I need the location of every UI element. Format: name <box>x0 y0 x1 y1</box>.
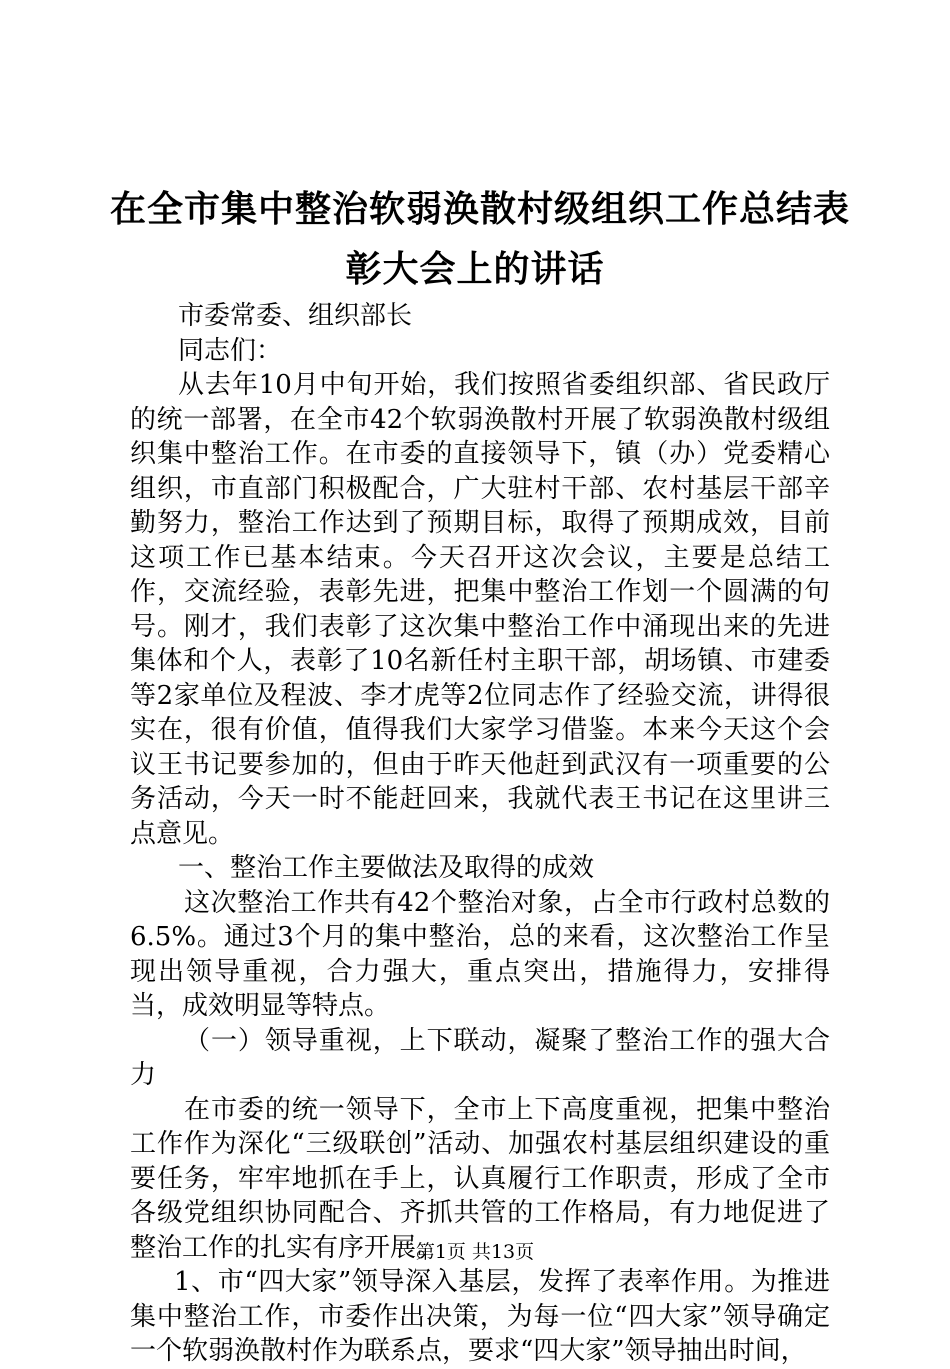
page-number: 第1页 共13页 <box>415 1241 535 1263</box>
document-title-line-1: 在全市集中整治软弱涣散村级组织工作总结表 <box>110 189 851 230</box>
speaker-line: 市委常委、组织部长 <box>178 301 413 331</box>
document-body <box>130 299 830 1369</box>
salutation: 同志们： <box>178 335 283 366</box>
document-title-line-2: 彰大会上的讲话 <box>345 249 605 290</box>
page-footer <box>0 1242 950 1262</box>
section-heading-1: 一、整治工作主要做法及取得的成效 <box>178 853 595 883</box>
subsection-heading-1: （一）领导重视，上下联动，凝聚了整治工作的强大合力 <box>130 1025 830 1090</box>
paragraph-intro: 从去年10月中旬开始，我们按照省委组织部、省民政厅的统一部署，在全市42个软弱涣散村开展了软弱涣散村级组织集中整治工作。在市委的直接领导下，镇（办）党委精心组织，市直部门积极配合，广大驻村干部、农村基层干部辛勤努力，整治工作达到了预期目标，取得了预期成效，目前这项工作已基本结束。今天召开这次会议，主要是总结工作，交流经验，表彰先进，把集中整治工作划一个圆满的句号。刚才，我们表彰了这次集中整治工作中涌现出来的先进集体和个人，表彰了10名新任村主职干部，胡场镇、市建委等2家单位及程波、李才虎等2位同志作了经验交流，讲得很实在，很有价值，值得我们大家学习借鉴。本来今天这个会议王书记要参加的，但由于昨天他赶到武汉有一项重要的公务活动，今天一时不能赶回来，我就代表王书记在这里讲三点意见。 <box>130 370 830 849</box>
paragraph-item-1: 1、市“四大家”领导深入基层，发挥了表率作用。为推进集中整治工作，市委作出决策，为每一位“四大家”领导确定一个软弱涣散村作为联系点，要求“四大家”领导抽出时间， <box>130 1267 830 1366</box>
paragraph-overview: 这次整治工作共有42个整治对象，占全市行政村总数的6.5%。通过3个月的集中整治，总的来看，这次整治工作呈现出领导重视，合力强大，重点突出，措施得力，安排得当，成效明显等特点。 <box>130 887 830 1021</box>
paragraph-leadership: 在市委的统一领导下，全市上下高度重视，把集中整治工作作为深化“三级联创”活动、加强农村基层组织建设的重要任务，牢牢地抓在手上，认真履行工作职责，形成了全市各级党组织协同配合、齐抓共管的工作格局，有力地促进了整治工作的扎实有序开展。 <box>130 1094 830 1263</box>
